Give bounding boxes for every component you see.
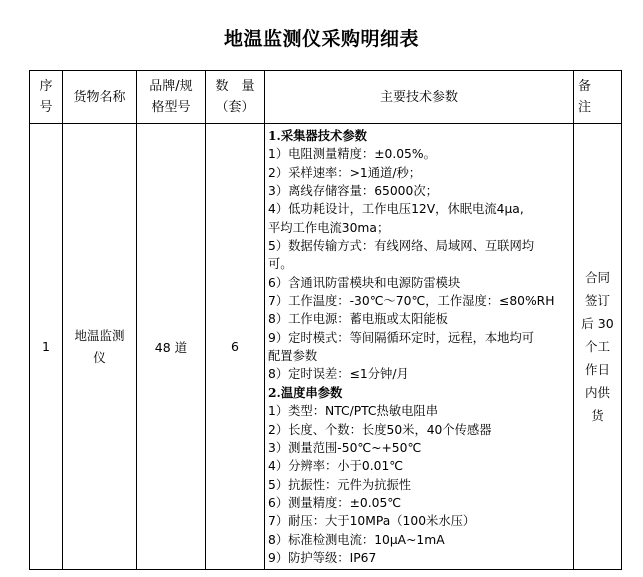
header-name: 货物名称	[63, 71, 137, 124]
spec-line: 3）测量范围-50℃~+50℃	[268, 440, 422, 455]
spec-line: 7）耐压：大于10MPa（100米水压）	[268, 514, 476, 529]
note-line: 货	[591, 408, 604, 424]
spec-line: 3）离线存储容量：65000次；	[268, 184, 438, 199]
spec-line: 2）采样速率：>1通道/秒；	[268, 165, 422, 180]
spec-line: 7）工作温度：-30℃～70℃，工作湿度：≤80%RH	[268, 294, 555, 309]
header-no-line: 号	[39, 100, 53, 115]
row-no: 1	[30, 124, 63, 570]
spec-line: 5）数据传输方式：有线网络、局域网、互联网均	[268, 239, 535, 254]
spec-section-heading: 1.采集器技术参数	[268, 128, 367, 143]
row-note	[574, 124, 622, 570]
spec-line: 8）定时误差：≤1分钟/月	[268, 367, 409, 382]
document-title: 地温监测仪采购明细表	[223, 28, 419, 50]
note-line: 签订	[584, 293, 610, 309]
row-brand: 48 道	[137, 124, 206, 570]
note-list	[578, 266, 617, 427]
header-no	[30, 71, 63, 124]
spec-line: 2）长度、个数：长度50米，40个传感器	[268, 422, 492, 437]
spec-section-heading: 2.温度串参数	[268, 384, 343, 400]
note-line: 后 30	[581, 316, 614, 332]
spec-line: 1）类型：NTC/PTC热敏电阻串	[268, 404, 439, 419]
header-spec: 主要技术参数	[265, 71, 574, 124]
spec-line: 6）测量精度：±0.05℃	[268, 495, 402, 510]
spec-line: 9）防护等级：IP67	[268, 550, 377, 565]
spec-line: 8）工作电源：蓄电瓶或太阳能板	[268, 312, 448, 327]
row-name	[63, 124, 137, 570]
spec-line: 1）电阻测量精度：±0.05%。	[268, 147, 436, 162]
spec-line: 平均工作电流30ma；	[268, 220, 390, 235]
header-row	[30, 71, 622, 124]
header-note	[574, 71, 622, 124]
spec-line: 配置参数	[268, 349, 318, 364]
table-row	[30, 124, 622, 570]
spec-line: 6）含通讯防雷模块和电源防雷模块	[268, 275, 461, 290]
header-brand	[137, 71, 206, 124]
note-line: 作日	[584, 362, 610, 378]
note-line: 个工	[584, 339, 610, 355]
note-line: 内供	[584, 385, 610, 401]
spec-line: 4）低功耗设计，工作电压12V，休眠电流4μa,	[268, 202, 524, 217]
spec-line: 4）分辨率：小于0.01℃	[268, 459, 404, 474]
spec-list	[268, 127, 571, 567]
header-note-line: 备	[578, 79, 592, 94]
header-brand-line: 格型号	[151, 100, 191, 115]
spec-line: 5）抗振性：元件为抗振性	[268, 477, 412, 492]
header-note-line: 注	[578, 100, 592, 115]
row-qty: 6	[206, 124, 265, 570]
note-line: 合同	[584, 270, 610, 286]
spec-line: 9）定时模式：等间隔循环定时，远程，本地均可	[268, 330, 535, 345]
header-brand-line: 品牌/规	[149, 79, 193, 94]
spec-line: 8）标准检测电流：10μA~1mA	[268, 532, 445, 547]
row-name-line: 地温监测	[74, 327, 125, 343]
header-qty-line: （套）	[215, 100, 255, 115]
procurement-table	[29, 70, 622, 570]
header-qty	[206, 71, 265, 124]
row-name-line: 仪	[93, 349, 106, 365]
header-no-line: 序	[39, 79, 53, 94]
spec-line: 可。	[268, 257, 293, 272]
row-spec	[265, 124, 574, 570]
header-qty-line: 数 量	[215, 79, 255, 94]
